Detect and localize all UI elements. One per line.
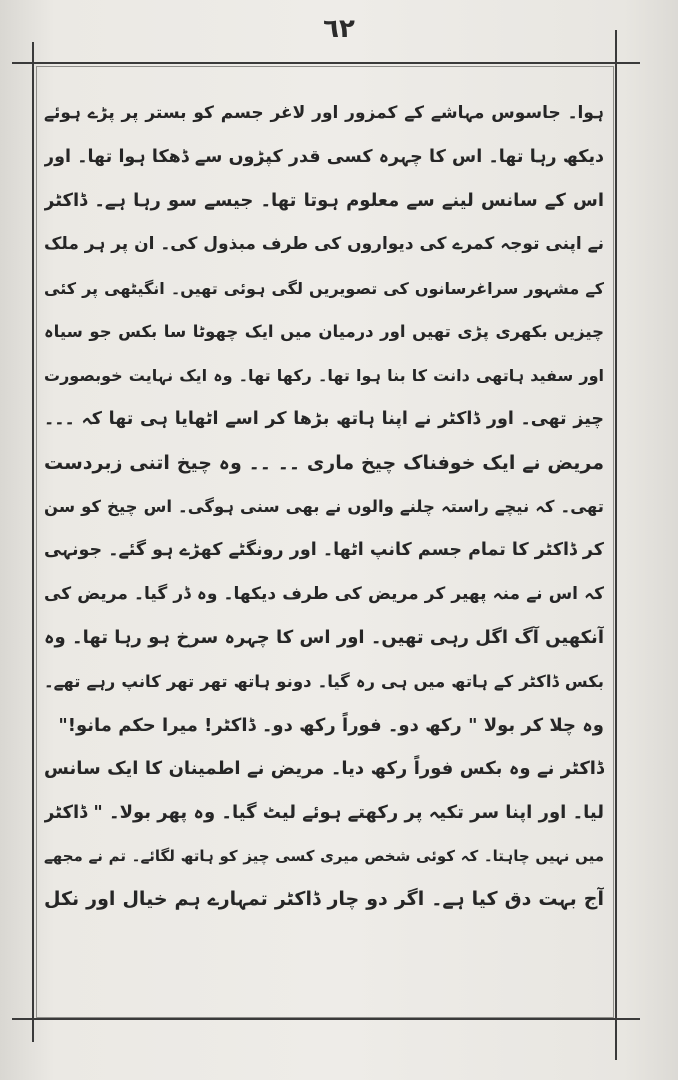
text-line: چیزیں بکھری پڑی تھیں اور درمیان میں ایک چھوٹا سا بکس جو سیاہ <box>44 322 604 342</box>
text-line: تھی۔ کہ نیچے راستہ چلنے والوں نے بھی سنی ہوگی۔ اس چیخ کو سن <box>44 497 604 517</box>
left-rule <box>32 42 34 1042</box>
text-line: چیز تھی۔ اور ڈاکٹر نے اپنا ہاتھ بڑھا کر اسے اٹھایا ہی تھا کہ ۔۔۔ <box>44 408 604 429</box>
text-line: آج بہت دق کیا ہے۔ اگر دو چار ڈاکٹر تمہارے ہم خیال اور نکل <box>44 888 604 911</box>
text-line: مریض نے ایک خوفناک چیخ ماری ۔۔ ۔۔ وہ چیخ اتنی زبردست <box>44 451 604 474</box>
text-line: بکس ڈاکٹر کے ہاتھ میں ہی رہ گیا۔ دونو ہاتھ تھر تھر کانپ رہے تھے۔ <box>44 671 604 691</box>
text-line: میں نہیں چاہتا۔ کہ کوئی شخص میری کسی چیز کو ہاتھ لگائے۔ تم نے مجھے <box>44 846 604 865</box>
text-line: کے مشہور سراغرسانوں کی تصویریں لگی ہوئی تھیں۔ انگیٹھی پر کئی <box>44 278 604 298</box>
text-line: ڈاکٹر نے وہ بکس فوراً رکھ دیا۔ مریض نے اطمینان کا ایک سانس <box>44 758 604 780</box>
text-line: اس کے سانس لینے سے معلوم ہوتا تھا۔ جیسے سو رہا ہے۔ ڈاکٹر <box>44 190 604 212</box>
bottom-rule <box>12 1018 640 1020</box>
text-line: لیا۔ اور اپنا سر تکیہ پر رکھتے ہوئے لیٹ گیا۔ وہ پھر بولا۔ " ڈاکٹر <box>44 802 604 823</box>
text-line: کہ اس نے منہ پھیر کر مریض کی طرف دیکھا۔ وہ ڈر گیا۔ مریض کی <box>44 583 604 604</box>
text-line: دیکھ رہا تھا۔ اس کا چہرہ کسی قدر کپڑوں سے ڈھکا ہوا تھا۔ اور <box>44 146 604 167</box>
text-line: آنکھیں آگ اگل رہی تھیں۔ اور اس کا چہرہ سرخ ہو رہا تھا۔ وہ <box>44 627 604 649</box>
text-line: وہ چلا کر بولا " رکھ دو۔ فوراً رکھ دو۔ ڈاکٹر! میرا حکم مانو!" <box>58 714 604 736</box>
text-line: کر ڈاکٹر کا تمام جسم کانپ اٹھا۔ اور رونگٹے کھڑے ہو گئے۔ جونہی <box>44 539 604 560</box>
page-number: ٦٢ <box>323 14 355 44</box>
right-rule <box>615 30 617 1060</box>
body-text <box>44 92 604 992</box>
text-line: نے اپنی توجہ کمرے کی دیواروں کی طرف مبذول کی۔ ان پر ہر ملک <box>44 234 604 255</box>
text-line: اور سفید ہاتھی دانت کا بنا ہوا تھا۔ رکھا تھا۔ وہ ایک نہایت خوبصورت <box>44 366 604 386</box>
top-rule <box>12 62 640 64</box>
text-line: ہوا۔ جاسوس مہاشے کے کمزور اور لاغر جسم کو بستر پر پڑے ہوئے <box>44 103 604 123</box>
